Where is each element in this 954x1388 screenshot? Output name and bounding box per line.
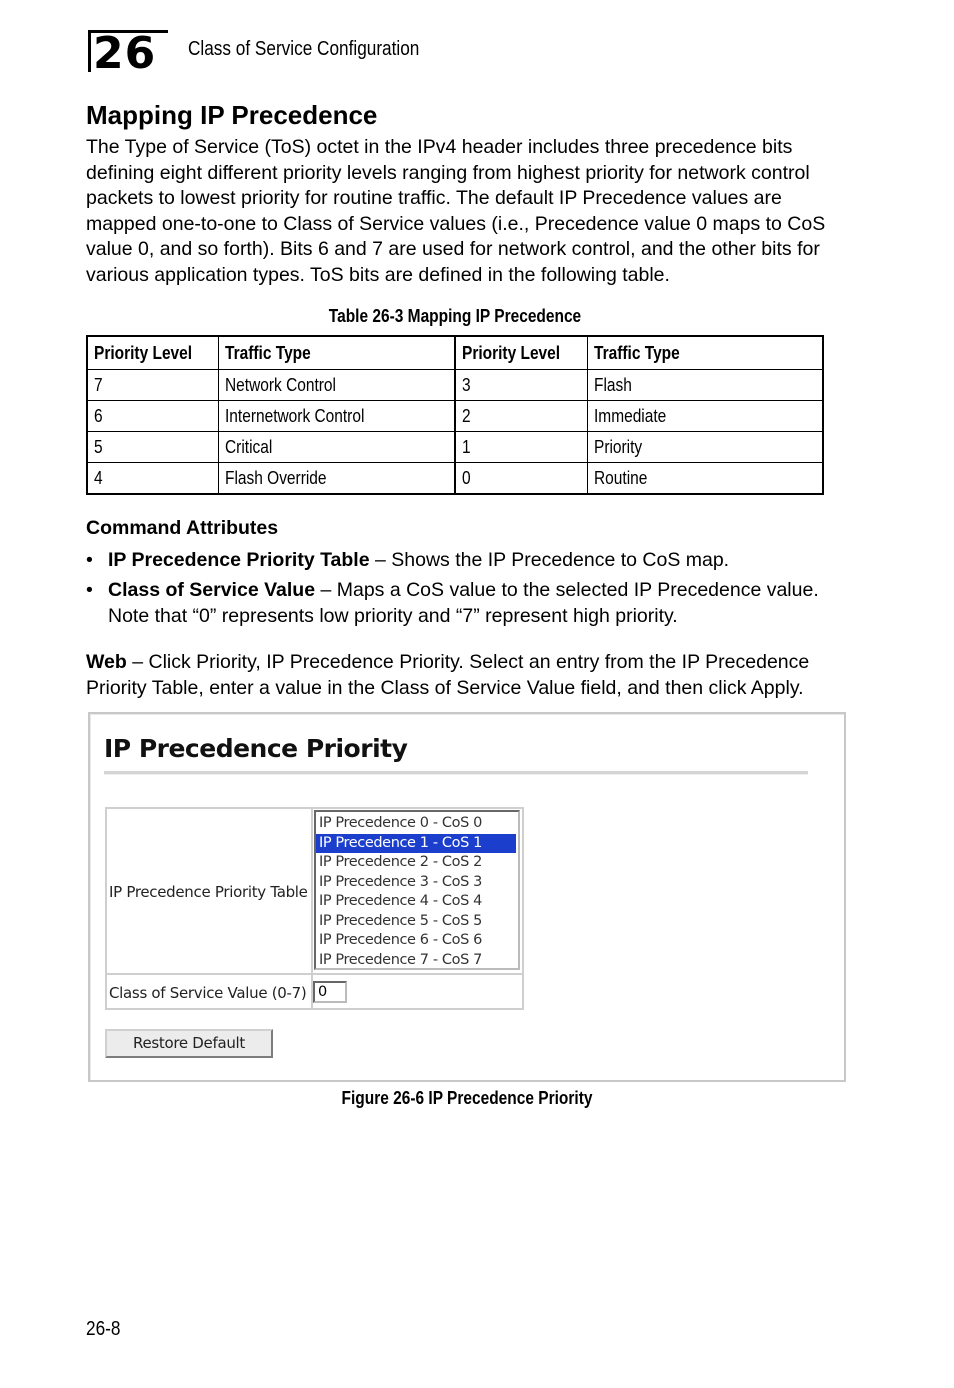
priority-cell: 1 [455,432,587,463]
command-attributes-heading: Command Attributes [86,517,279,539]
traffic-cell: Routine [587,463,823,495]
traffic-cell: Flash Override [219,463,455,495]
listbox-option[interactable]: IP Precedence 3 - CoS 3 [319,873,482,890]
traffic-cell: Network Control [219,370,455,401]
section-title: Mapping IP Precedence [86,100,378,130]
table-caption: Table 26-3 Mapping IP Precedence [328,306,582,326]
bullet-icon: • [86,549,93,571]
listbox-option[interactable]: IP Precedence 0 - CoS 0 [319,815,482,831]
attribute-term: IP Precedence Priority Table [108,549,370,571]
header-traffic-type: Traffic Type [587,336,823,370]
traffic-cell: Immediate [587,401,823,432]
traffic-cell: Flash [587,370,823,401]
form-column-divider [311,809,313,1008]
priority-cell: 2 [455,401,587,432]
table-row [87,432,823,463]
table-row [87,463,823,495]
traffic-cell: Critical [219,432,455,463]
priority-cell: 6 [87,401,219,432]
figure-title-divider [104,771,808,775]
listbox-option[interactable]: IP Precedence 7 - CoS 7 [319,951,482,968]
listbox-option[interactable]: IP Precedence 2 - CoS 2 [319,854,482,870]
table-row [87,370,823,401]
cos-value-label: Class of Service Value (0-7) [109,984,307,1002]
attribute-term: Class of Service Value [108,579,316,601]
web-desc: – Click Priority, IP Precedence Priority. Select an entry from the IP Precedence Priority Table, enter a value in the Class of Service Value field, and then click Apply. [86,651,810,699]
restore-default-button[interactable]: Restore Default [105,1029,273,1058]
listbox-option[interactable]: IP Precedence 6 - CoS 6 [319,932,482,948]
chapter-number: 26 [88,30,168,72]
attribute-desc: – Maps a CoS value to the selected IP Precedence value. Note that “0” represents low priority and “7” represent high priority. [108,579,819,627]
web-term: Web [86,651,127,673]
priority-cell: 4 [87,463,219,495]
cos-value-input[interactable]: 0 [313,981,347,1003]
page-number: 26-8 [86,1318,121,1340]
figure-caption: Figure 26-6 IP Precedence Priority [341,1088,593,1108]
form-row-divider [107,973,522,975]
figure-page-title: IP Precedence Priority [104,734,408,763]
traffic-cell: Priority [587,432,823,463]
priority-cell: 0 [455,463,587,495]
header-traffic-type: Traffic Type [219,336,455,370]
chapter-title: Class of Service Configuration [188,38,420,60]
header-priority-level: Priority Level [455,336,587,370]
attribute-desc: – Shows the IP Precedence to CoS map. [369,549,730,571]
table-header-row [87,336,823,370]
attribute-item [86,547,856,573]
listbox-option-selected[interactable]: IP Precedence 1 - CoS 1 [316,834,516,854]
header-priority-level: Priority Level [87,336,219,370]
priority-cell: 3 [455,370,587,401]
listbox-option[interactable]: IP Precedence 4 - CoS 4 [319,893,482,909]
listbox-option[interactable]: IP Precedence 5 - CoS 5 [319,912,482,929]
priority-cell: 7 [87,370,219,401]
attribute-item [86,577,856,629]
precedence-mapping-table [86,335,824,495]
precedence-priority-listbox[interactable] [314,810,520,970]
traffic-cell: Internetwork Control [219,401,455,432]
priority-cell: 5 [87,432,219,463]
web-instructions [86,650,856,701]
bullet-icon: • [86,579,93,601]
table-row [87,401,823,432]
intro-paragraph: The Type of Service (ToS) octet in the IPv4 header includes three precedence bits defining eight different priority levels ranging from highest priority for network control packets to lowest priority for routine traffic. The default IP Precedence values are mapped one-to-one to Class of Service values (i.e., Precedence value 0 maps to CoS value 0, and so forth). Bits 6 and 7 are used for network control, and the other bits for various application types. ToS bits are defined in the following table. [86,136,826,286]
precedence-table-label: IP Precedence Priority Table [109,883,308,901]
